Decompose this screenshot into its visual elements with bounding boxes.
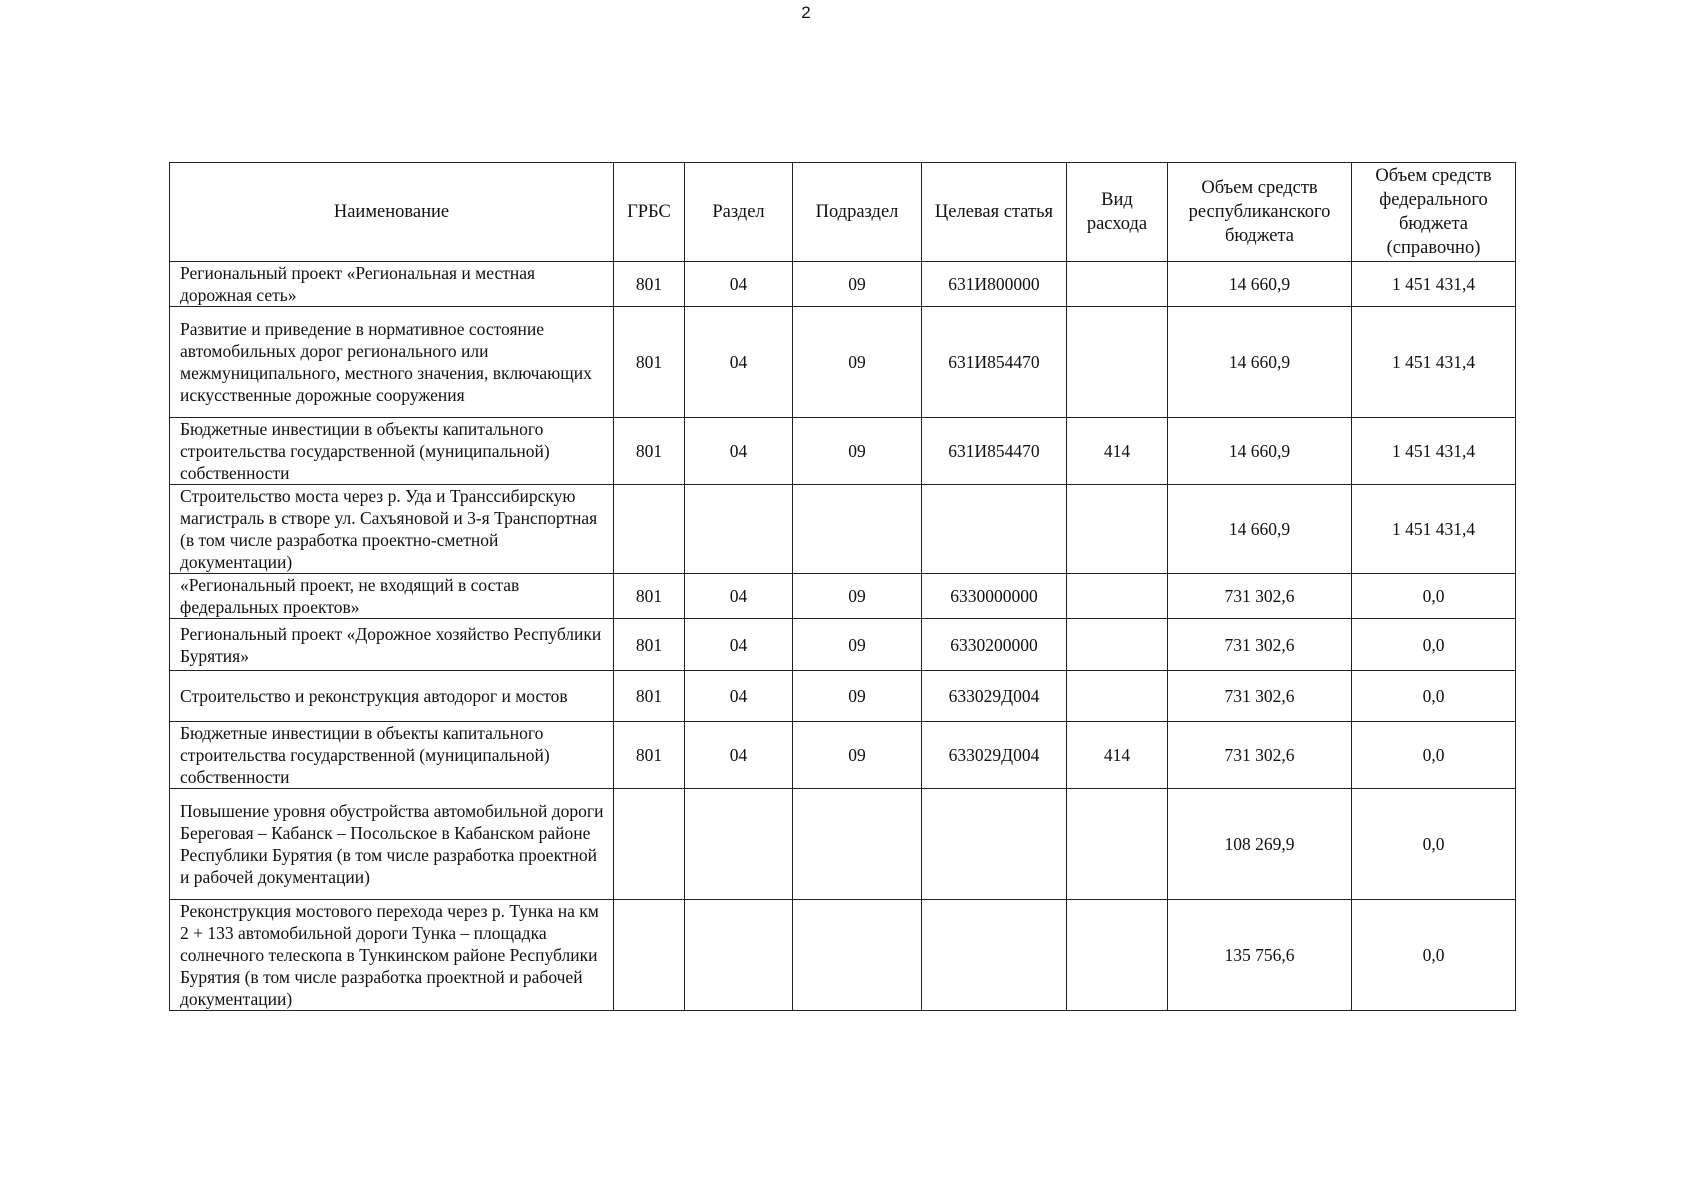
- cell-fed-budget: 1 451 431,4: [1352, 418, 1516, 485]
- cell-resp-budget: 731 302,6: [1168, 671, 1352, 722]
- cell-name: Бюджетные инвестиции в объекты капитального строительства государственной (муниципальной) собственности: [170, 418, 614, 485]
- cell-name: Бюджетные инвестиции в объекты капитального строительства государственной (муниципальной) собственности: [170, 722, 614, 789]
- table-row: [170, 262, 1516, 307]
- cell-podrazdel: 09: [793, 574, 922, 619]
- cell-podrazdel: 09: [793, 671, 922, 722]
- cell-name: Реконструкция мостового перехода через р. Тунка на км 2 + 133 автомобильной дороги Тунка – площадка солнечного телескопа в Тункинском районе Республики Бурятия (в том числе разработка проектной и рабочей документации): [170, 900, 614, 1011]
- cell-podrazdel: 09: [793, 262, 922, 307]
- cell-razdel: 04: [685, 619, 793, 671]
- header-fed-budget: Объем средств федерального бюджета (справочно): [1352, 163, 1516, 262]
- cell-tselevaya-statya: 631И854470: [922, 307, 1067, 418]
- cell-grbs: 801: [614, 671, 685, 722]
- cell-razdel: 04: [685, 262, 793, 307]
- cell-name: «Региональный проект, не входящий в состав федеральных проектов»: [170, 574, 614, 619]
- cell-grbs: [614, 485, 685, 574]
- cell-vid-raskhoda: [1067, 307, 1168, 418]
- table-header-row: [170, 163, 1516, 262]
- cell-tselevaya-statya: 633029Д004: [922, 722, 1067, 789]
- cell-podrazdel: 09: [793, 307, 922, 418]
- cell-vid-raskhoda: [1067, 789, 1168, 900]
- cell-razdel: [685, 900, 793, 1011]
- header-grbs: ГРБС: [614, 163, 685, 262]
- table-row: [170, 900, 1516, 1011]
- cell-name: Повышение уровня обустройства автомобильной дороги Береговая – Кабанск – Посольское в Кабанском районе Республики Бурятия (в том числе разработка проектной и рабочей документации): [170, 789, 614, 900]
- cell-razdel: 04: [685, 574, 793, 619]
- cell-vid-raskhoda: [1067, 262, 1168, 307]
- cell-podrazdel: 09: [793, 418, 922, 485]
- cell-name: Региональный проект «Региональная и местная дорожная сеть»: [170, 262, 614, 307]
- cell-fed-budget: 1 451 431,4: [1352, 485, 1516, 574]
- cell-grbs: [614, 900, 685, 1011]
- cell-podrazdel: 09: [793, 619, 922, 671]
- cell-tselevaya-statya: [922, 789, 1067, 900]
- cell-fed-budget: 1 451 431,4: [1352, 262, 1516, 307]
- table-row: [170, 619, 1516, 671]
- cell-vid-raskhoda: [1067, 900, 1168, 1011]
- header-resp-budget: Объем средств республиканского бюджета: [1168, 163, 1352, 262]
- table-row: [170, 722, 1516, 789]
- cell-grbs: [614, 789, 685, 900]
- cell-fed-budget: 0,0: [1352, 574, 1516, 619]
- header-vid-raskhoda: Вид расхода: [1067, 163, 1168, 262]
- cell-fed-budget: 0,0: [1352, 789, 1516, 900]
- cell-vid-raskhoda: [1067, 619, 1168, 671]
- table-row: [170, 485, 1516, 574]
- cell-razdel: [685, 789, 793, 900]
- table-row: [170, 574, 1516, 619]
- cell-vid-raskhoda: 414: [1067, 722, 1168, 789]
- cell-resp-budget: 14 660,9: [1168, 418, 1352, 485]
- header-tselevaya-statya: Целевая статья: [922, 163, 1067, 262]
- cell-name: Региональный проект «Дорожное хозяйство Республики Бурятия»: [170, 619, 614, 671]
- cell-razdel: [685, 485, 793, 574]
- cell-grbs: 801: [614, 619, 685, 671]
- cell-podrazdel: [793, 485, 922, 574]
- cell-resp-budget: 731 302,6: [1168, 574, 1352, 619]
- cell-razdel: 04: [685, 722, 793, 789]
- header-razdel: Раздел: [685, 163, 793, 262]
- cell-name: Развитие и приведение в нормативное состояние автомобильных дорог регионального или межмуниципального, местного значения, включающих искусственные дорожные сооружения: [170, 307, 614, 418]
- cell-fed-budget: 0,0: [1352, 900, 1516, 1011]
- cell-fed-budget: 1 451 431,4: [1352, 307, 1516, 418]
- cell-podrazdel: 09: [793, 722, 922, 789]
- cell-podrazdel: [793, 789, 922, 900]
- cell-resp-budget: 731 302,6: [1168, 722, 1352, 789]
- cell-fed-budget: 0,0: [1352, 722, 1516, 789]
- cell-grbs: 801: [614, 418, 685, 485]
- cell-razdel: 04: [685, 671, 793, 722]
- table-row: [170, 418, 1516, 485]
- cell-resp-budget: 108 269,9: [1168, 789, 1352, 900]
- cell-tselevaya-statya: 631И800000: [922, 262, 1067, 307]
- cell-name: Строительство моста через р. Уда и Транссибирскую магистраль в створе ул. Сахъяновой и 3-я Транспортная (в том числе разработка проектно-сметной документации): [170, 485, 614, 574]
- cell-podrazdel: [793, 900, 922, 1011]
- cell-resp-budget: 14 660,9: [1168, 262, 1352, 307]
- cell-resp-budget: 14 660,9: [1168, 307, 1352, 418]
- cell-tselevaya-statya: [922, 900, 1067, 1011]
- cell-resp-budget: 731 302,6: [1168, 619, 1352, 671]
- cell-vid-raskhoda: [1067, 485, 1168, 574]
- cell-name: Строительство и реконструкция автодорог и мостов: [170, 671, 614, 722]
- header-name: Наименование: [170, 163, 614, 262]
- cell-tselevaya-statya: 633029Д004: [922, 671, 1067, 722]
- cell-tselevaya-statya: 6330000000: [922, 574, 1067, 619]
- cell-vid-raskhoda: [1067, 671, 1168, 722]
- cell-resp-budget: 135 756,6: [1168, 900, 1352, 1011]
- table-row: [170, 789, 1516, 900]
- cell-fed-budget: 0,0: [1352, 671, 1516, 722]
- cell-grbs: 801: [614, 262, 685, 307]
- cell-tselevaya-statya: 6330200000: [922, 619, 1067, 671]
- table-row: [170, 671, 1516, 722]
- cell-tselevaya-statya: [922, 485, 1067, 574]
- cell-razdel: 04: [685, 418, 793, 485]
- table-row: [170, 307, 1516, 418]
- cell-fed-budget: 0,0: [1352, 619, 1516, 671]
- budget-table: [169, 162, 1516, 1011]
- cell-grbs: 801: [614, 307, 685, 418]
- page-number: 2: [801, 3, 811, 22]
- cell-vid-raskhoda: [1067, 574, 1168, 619]
- cell-tselevaya-statya: 631И854470: [922, 418, 1067, 485]
- cell-resp-budget: 14 660,9: [1168, 485, 1352, 574]
- header-podrazdel: Подраздел: [793, 163, 922, 262]
- cell-razdel: 04: [685, 307, 793, 418]
- cell-grbs: 801: [614, 574, 685, 619]
- cell-vid-raskhoda: 414: [1067, 418, 1168, 485]
- cell-grbs: 801: [614, 722, 685, 789]
